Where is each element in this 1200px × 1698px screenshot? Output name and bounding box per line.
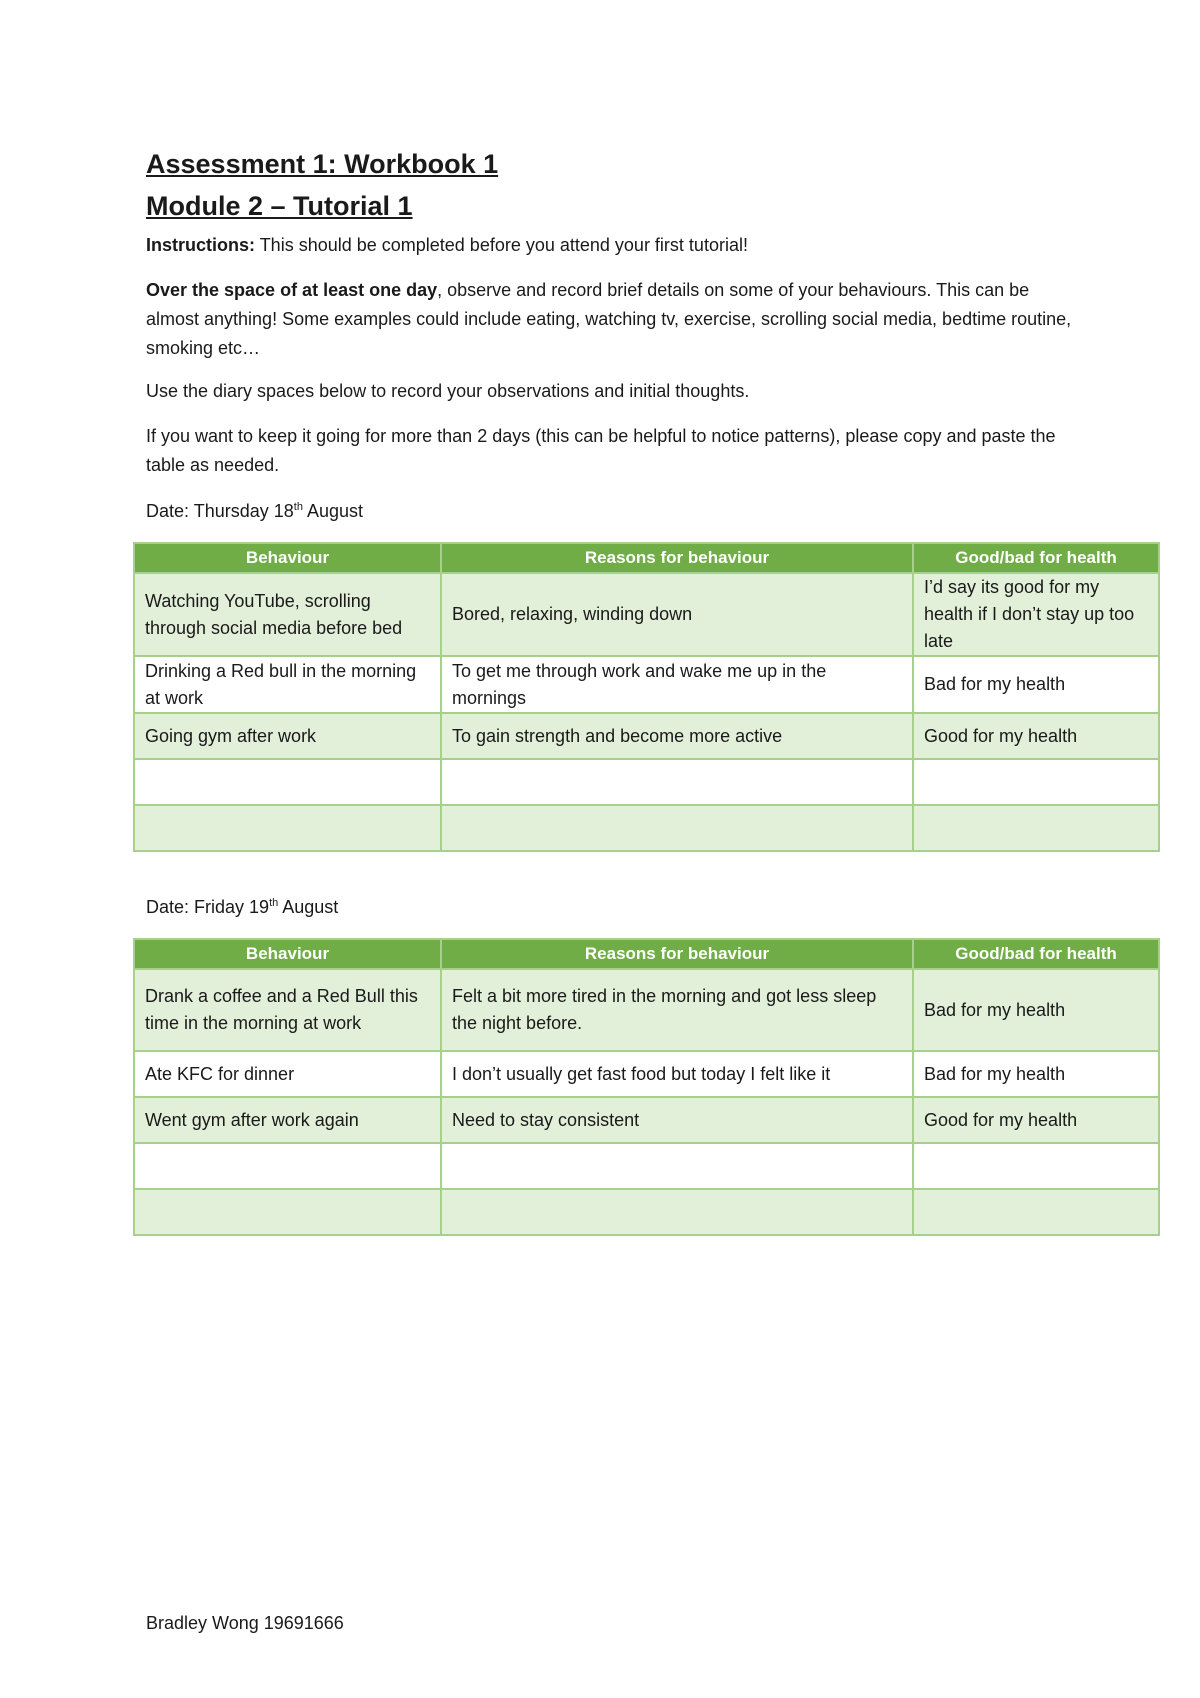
day1-date-prefix: Date: Thursday 18 xyxy=(146,501,294,521)
reason-cell: To gain strength and become more active xyxy=(441,713,913,759)
header-reasons: Reasons for behaviour xyxy=(441,939,913,969)
document-title: Assessment 1: Workbook 1 xyxy=(146,149,499,179)
reason-cell: I don’t usually get fast food but today I felt like it xyxy=(441,1051,913,1097)
day1-date-suffix: August xyxy=(302,501,363,521)
health-cell: I’d say its good for my health if I don’t stay up too late xyxy=(913,573,1159,656)
health-cell: Bad for my health xyxy=(913,656,1159,713)
instructions-paragraph xyxy=(146,231,1086,260)
behaviour-cell: Going gym after work xyxy=(134,713,441,759)
reason-cell xyxy=(441,805,913,851)
day2-behaviour-table xyxy=(133,938,1160,1236)
day1-date-sup: th xyxy=(293,501,303,513)
instructions-label: Instructions: xyxy=(146,235,256,255)
table-row xyxy=(134,656,1159,713)
table-row xyxy=(134,759,1159,805)
instructions-text: This should be completed before you attend your first tutorial! xyxy=(255,235,748,255)
behaviour-cell: Ate KFC for dinner xyxy=(134,1051,441,1097)
header-health: Good/bad for health xyxy=(913,939,1159,969)
table-row xyxy=(134,969,1159,1051)
reason-cell xyxy=(441,759,913,805)
health-cell xyxy=(913,805,1159,851)
diary-instruction-paragraph: Use the diary spaces below to record your observations and initial thoughts. xyxy=(146,381,750,401)
behaviour-cell: Went gym after work again xyxy=(134,1097,441,1143)
health-cell xyxy=(913,759,1159,805)
day2-date xyxy=(146,893,1086,922)
page-footer: Bradley Wong 19691666 xyxy=(146,1613,344,1633)
behaviour-cell xyxy=(134,805,441,851)
reason-cell: Need to stay consistent xyxy=(441,1097,913,1143)
header-behaviour: Behaviour xyxy=(134,543,441,573)
table-row xyxy=(134,805,1159,851)
health-cell: Good for my health xyxy=(913,1097,1159,1143)
day2-date-suffix: August xyxy=(278,897,339,917)
behaviour-cell: Watching YouTube, scrolling through social media before bed xyxy=(134,573,441,656)
day2-date-sup: th xyxy=(269,897,279,909)
behaviour-cell xyxy=(134,759,441,805)
reason-cell xyxy=(441,1143,913,1189)
day1-date xyxy=(146,497,1086,526)
behaviour-cell: Drank a coffee and a Red Bull this time in the morning at work xyxy=(134,969,441,1051)
document-subtitle: Module 2 – Tutorial 1 xyxy=(146,191,413,221)
table-row xyxy=(134,713,1159,759)
reason-cell xyxy=(441,1189,913,1235)
reason-cell: To get me through work and wake me up in the mornings xyxy=(441,656,913,713)
behaviour-cell xyxy=(134,1143,441,1189)
table-header-row xyxy=(134,543,1159,573)
observation-paragraph xyxy=(146,276,1086,363)
table-row xyxy=(134,1143,1159,1189)
health-cell: Bad for my health xyxy=(913,1051,1159,1097)
header-reasons: Reasons for behaviour xyxy=(441,543,913,573)
health-cell xyxy=(913,1143,1159,1189)
reason-cell: Felt a bit more tired in the morning and got less sleep the night before. xyxy=(441,969,913,1051)
health-cell: Bad for my health xyxy=(913,969,1159,1051)
observation-lead: Over the space of at least one day xyxy=(146,280,438,300)
header-health: Good/bad for health xyxy=(913,543,1159,573)
reason-cell: Bored, relaxing, winding down xyxy=(441,573,913,656)
table-row xyxy=(134,1097,1159,1143)
behaviour-cell xyxy=(134,1189,441,1235)
observation-text: , observe and record brief details on some of your behaviours. This can be almost anything! Some examples could include eating, watching tv, exercise, scrolling social media, bedtime routine, smoking etc… xyxy=(146,280,1072,358)
behaviour-cell: Drinking a Red bull in the morning at work xyxy=(134,656,441,713)
table-row xyxy=(134,1189,1159,1235)
table-row xyxy=(134,1051,1159,1097)
health-cell: Good for my health xyxy=(913,713,1159,759)
copy-table-paragraph: If you want to keep it going for more than 2 days (this can be helpful to notice patterns), please copy and paste the table as needed. xyxy=(146,426,1056,475)
table-row xyxy=(134,573,1159,656)
day1-behaviour-table xyxy=(133,542,1160,852)
day2-date-prefix: Date: Friday 19 xyxy=(146,897,270,917)
health-cell xyxy=(913,1189,1159,1235)
table-header-row xyxy=(134,939,1159,969)
header-behaviour: Behaviour xyxy=(134,939,441,969)
